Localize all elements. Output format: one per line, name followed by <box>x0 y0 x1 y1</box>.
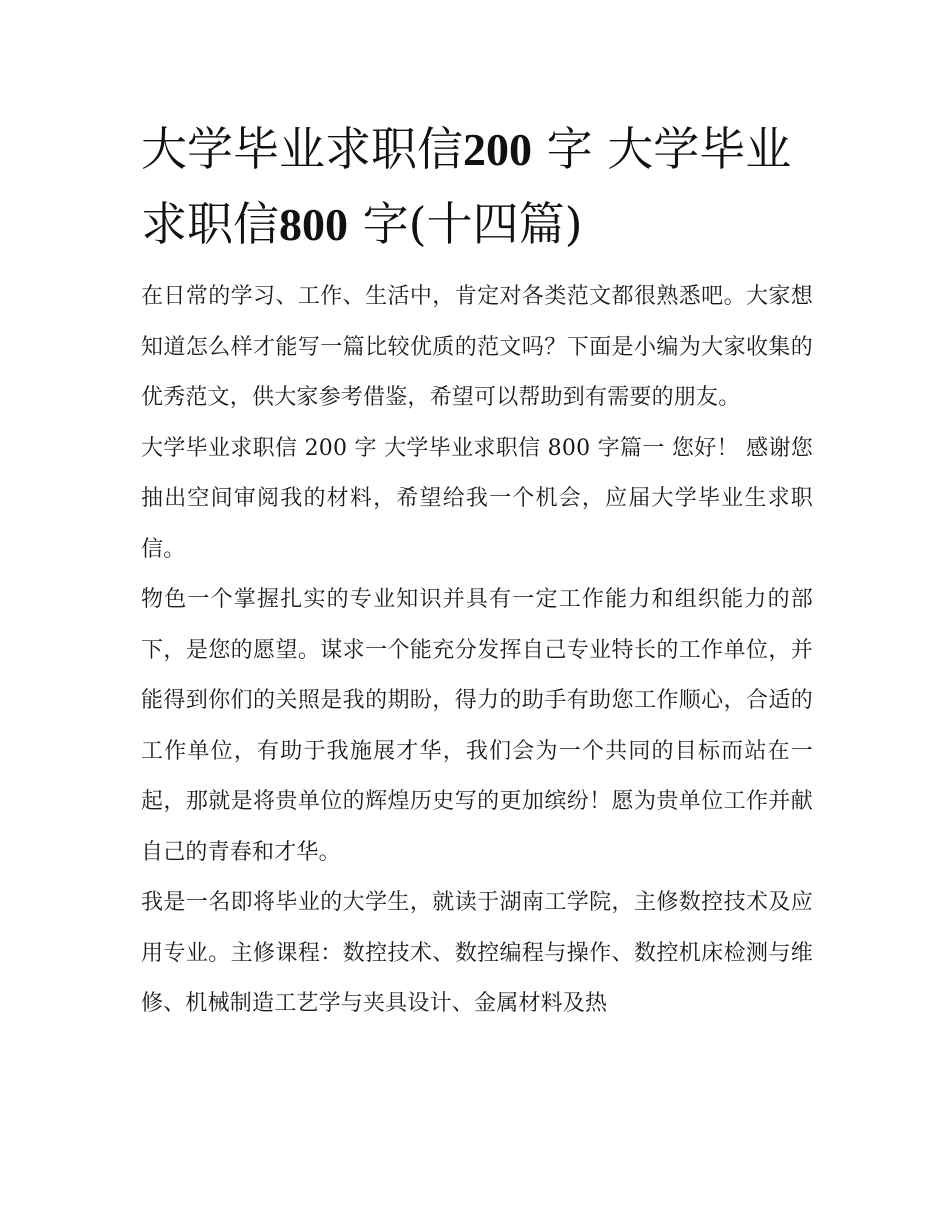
paragraph-education: 我是一名即将毕业的大学生，就读于湖南工学院，主修数控技术及应用专业。主修课程：数控技术、数控编程与操作、数控机床检测与维修、机械制造工艺学与夹具设计、金属材料及热 <box>141 890 813 1016</box>
paragraph-letter-body: 物色一个掌握扎实的专业知识并具有一定工作能力和组织能力的部下，是您的愿望。谋求一个能充分发挥自己专业特长的工作单位，并能得到你们的关照是我的期盼，得力的助手有助您工作顺心，合适的工作单位，有助于我施展才华，我们会为一个共同的目标而站在一起，那就是将贵单位的辉煌历史写的更加缤纷！愿为贵单位工作并献自己的青春和才华。 <box>141 587 813 865</box>
title-number-1: 200 <box>463 124 532 175</box>
paragraph-letter-opening: 大学毕业求职信 200 字 大学毕业求职信 800 字篇一 您好！ 感谢您抽出空间审阅我的材料，希望给我一个机会，应届大学毕业生求职信。 <box>141 435 813 562</box>
title-number-2: 800 <box>279 199 348 250</box>
title-text-3: 字(十四篇) <box>348 197 583 251</box>
title-text-2: 字 大学毕业求职信 <box>141 122 792 251</box>
title-text-1: 大学毕业求职信 <box>141 122 463 176</box>
paragraph-intro: 在日常的学习、工作、生活中，肯定对各类范文都很熟悉吧。大家想知道怎么样才能写一篇比较优质的范文吗？下面是小编为大家收集的优秀范文，供大家参考借鉴，希望可以帮助到有需要的朋友。 <box>141 284 813 410</box>
document-body <box>141 112 813 1030</box>
document-title <box>141 112 813 262</box>
